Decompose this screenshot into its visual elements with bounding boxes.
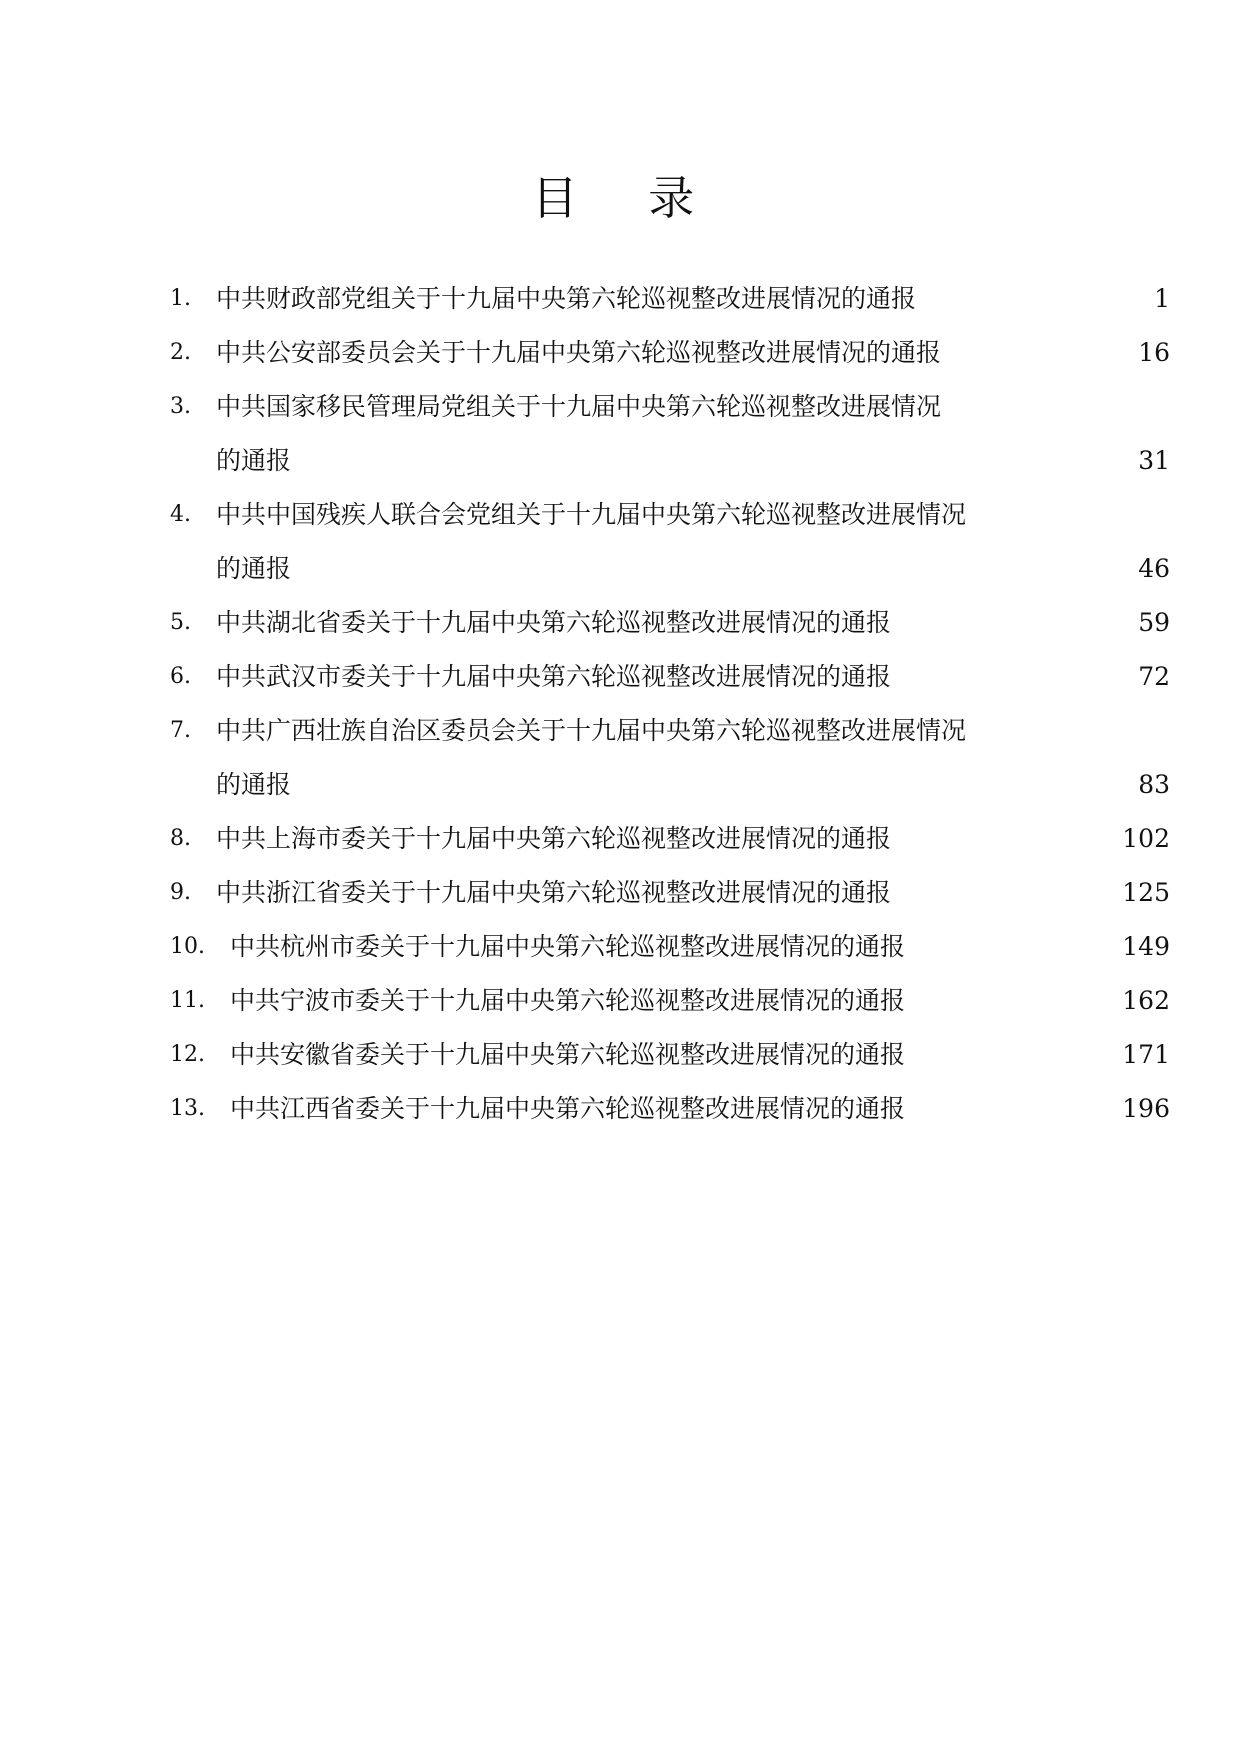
toc-entry-number: 10. — [170, 934, 205, 959]
toc-entry-number: 1. — [170, 286, 191, 311]
toc-line-continued — [170, 434, 1170, 488]
toc-entry-page: 102 — [1122, 824, 1170, 853]
toc-entry[interactable] — [170, 812, 1170, 866]
toc-entry-title: 中共宁波市委关于十九届中央第六轮巡视整改进展情况的通报 — [230, 986, 906, 1015]
toc-entry-title: 中共财政部党组关于十九届中央第六轮巡视整改进展情况的通报 — [216, 284, 917, 313]
toc-line — [170, 650, 1170, 704]
toc-entry[interactable] — [170, 596, 1170, 650]
toc-entry-page: 1 — [1154, 284, 1170, 313]
toc-entry-page: 171 — [1122, 1040, 1170, 1069]
toc-entry-number: 11. — [170, 988, 205, 1013]
toc-line — [170, 974, 1170, 1028]
toc-line — [170, 1082, 1170, 1136]
toc-entry-title: 中共国家移民管理局党组关于十九届中央第六轮巡视整改进展情况 — [216, 392, 942, 421]
toc-entry-number: 2. — [170, 340, 191, 365]
toc-entry-number: 3. — [170, 394, 191, 419]
toc-entry-number: 9. — [170, 880, 191, 905]
toc-entry-number: 5. — [170, 610, 191, 635]
toc-entry-title: 中共武汉市委关于十九届中央第六轮巡视整改进展情况的通报 — [216, 662, 892, 691]
toc-entry-title: 中共浙江省委关于十九届中央第六轮巡视整改进展情况的通报 — [216, 878, 892, 907]
toc-entry-title: 中共上海市委关于十九届中央第六轮巡视整改进展情况的通报 — [216, 824, 892, 853]
toc-entry-title: 中共广西壮族自治区委员会关于十九届中央第六轮巡视整改进展情况 — [216, 716, 967, 745]
toc-entry[interactable] — [170, 920, 1170, 974]
toc-entry-page: 31 — [1138, 446, 1170, 475]
toc-line-continued — [170, 758, 1170, 812]
toc-entry[interactable] — [170, 326, 1170, 380]
toc-entry[interactable] — [170, 866, 1170, 920]
toc-entry-title: 中共湖北省委关于十九届中央第六轮巡视整改进展情况的通报 — [216, 608, 892, 637]
toc-line — [170, 1028, 1170, 1082]
toc-entry-page: 125 — [1122, 878, 1170, 907]
toc-entry-number: 6. — [170, 664, 191, 689]
toc-entry[interactable] — [170, 974, 1170, 1028]
toc-entry-page: 83 — [1138, 770, 1170, 799]
toc-entry-number: 4. — [170, 502, 191, 527]
toc-title: 目 录 — [531, 171, 723, 225]
toc-entry[interactable] — [170, 704, 1170, 812]
toc-entry-title: 中共江西省委关于十九届中央第六轮巡视整改进展情况的通报 — [230, 1094, 906, 1123]
toc-entry[interactable] — [170, 1082, 1170, 1136]
toc-entry-title-continued: 的通报 — [216, 446, 292, 475]
toc-entry-title: 中共杭州市委关于十九届中央第六轮巡视整改进展情况的通报 — [230, 932, 906, 961]
toc-entry-page: 72 — [1138, 662, 1170, 691]
toc-entry[interactable] — [170, 488, 1170, 596]
toc-line — [170, 596, 1170, 650]
toc-line — [170, 488, 1170, 542]
toc-list — [170, 272, 1170, 1136]
toc-entry-page: 196 — [1122, 1094, 1170, 1123]
toc-line — [170, 704, 1170, 758]
toc-entry-page: 149 — [1122, 932, 1170, 961]
toc-entry-number: 13. — [170, 1096, 205, 1121]
toc-entry-title: 中共公安部委员会关于十九届中央第六轮巡视整改进展情况的通报 — [216, 338, 942, 367]
toc-line — [170, 812, 1170, 866]
toc-entry-title: 中共安徽省委关于十九届中央第六轮巡视整改进展情况的通报 — [230, 1040, 906, 1069]
toc-line — [170, 326, 1170, 380]
toc-line — [170, 272, 1170, 326]
toc-entry-number: 12. — [170, 1042, 205, 1067]
toc-entry[interactable] — [170, 650, 1170, 704]
toc-entry-title-continued: 的通报 — [216, 770, 292, 799]
toc-entry-page: 16 — [1138, 338, 1170, 367]
toc-entry[interactable] — [170, 380, 1170, 488]
toc-entry-title: 中共中国残疾人联合会党组关于十九届中央第六轮巡视整改进展情况 — [216, 500, 967, 529]
toc-entry-number: 8. — [170, 826, 191, 851]
toc-line — [170, 866, 1170, 920]
toc-entry-page: 59 — [1138, 608, 1170, 637]
toc-entry-number: 7. — [170, 718, 191, 743]
toc-line — [170, 920, 1170, 974]
toc-line — [170, 380, 1170, 434]
toc-entry[interactable] — [170, 1028, 1170, 1082]
toc-entry-page: 162 — [1122, 986, 1170, 1015]
toc-entry-page: 46 — [1138, 554, 1170, 583]
toc-entry-title-continued: 的通报 — [216, 554, 292, 583]
toc-line-continued — [170, 542, 1170, 596]
toc-entry[interactable] — [170, 272, 1170, 326]
